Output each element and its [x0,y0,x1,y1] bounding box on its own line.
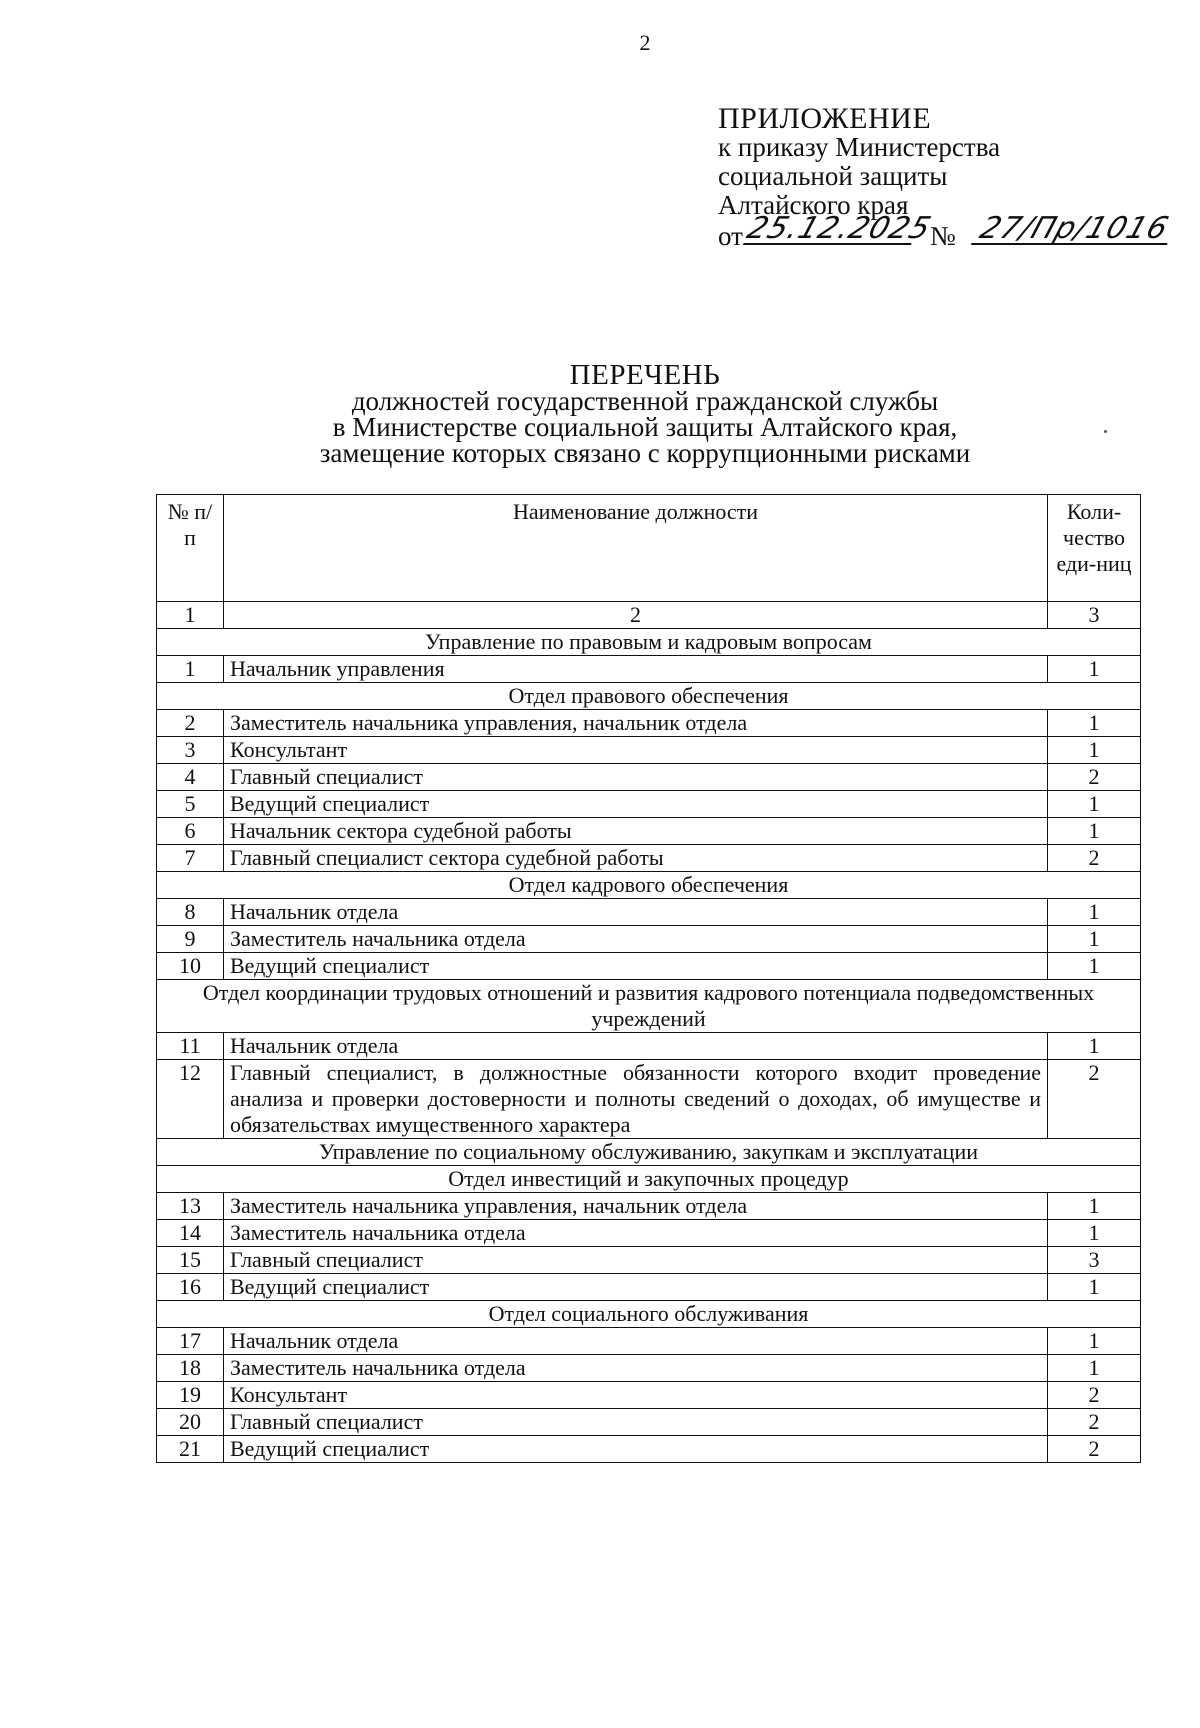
row-number: 5 [157,791,224,818]
table-row [157,1247,1141,1274]
table-row [157,1033,1141,1060]
table-row [157,899,1141,926]
section-title: Управление по социальному обслуживанию, закупкам и эксплуатации [157,1139,1141,1166]
appendix-block [718,102,1174,258]
position-name: Ведущий специалист [224,1274,1048,1301]
unit-count: 2 [1048,1060,1141,1139]
position-name: Главный специалист [224,1409,1048,1436]
unit-count: 1 [1048,737,1141,764]
section-row [157,1139,1141,1166]
unit-count: 2 [1048,1409,1141,1436]
order-reference [718,211,1174,258]
section-row [157,1301,1141,1328]
row-number: 4 [157,764,224,791]
table-row [157,1409,1141,1436]
position-name: Начальник отдела [224,1033,1048,1060]
scan-speck [1104,430,1107,433]
row-number: 6 [157,818,224,845]
row-number: 9 [157,926,224,953]
column-number: 2 [224,602,1048,629]
column-number: 1 [157,602,224,629]
section-row [157,629,1141,656]
position-name: Главный специалист сектора судебной работы [224,845,1048,872]
heading-line-2: в Министерстве социальной защиты Алтайского края, [332,412,958,442]
table-row [157,1328,1141,1355]
position-name: Заместитель начальника управления, начальник отдела [224,710,1048,737]
table-row [157,737,1141,764]
position-name: Заместитель начальника отдела [224,926,1048,953]
unit-count: 2 [1048,845,1141,872]
appendix-title: ПРИЛОЖЕНИЕ [718,102,932,135]
date-prefix: от [718,221,743,251]
row-number: 21 [157,1436,224,1463]
appendix-line-3: Алтайского края [718,190,909,220]
unit-count: 2 [1048,1436,1141,1463]
row-number: 12 [157,1060,224,1139]
unit-count: 1 [1048,1033,1141,1060]
appendix-line-2: социальной защиты [718,161,948,191]
header-number: № п/п [157,495,224,602]
unit-count: 2 [1048,764,1141,791]
position-name: Начальник управления [224,656,1048,683]
table-body [157,629,1141,1463]
row-number: 17 [157,1328,224,1355]
row-number: 1 [157,656,224,683]
row-number: 20 [157,1409,224,1436]
unit-count: 1 [1048,1355,1141,1382]
unit-count: 1 [1048,926,1141,953]
position-name: Консультант [224,1382,1048,1409]
table-row [157,1274,1141,1301]
position-name: Заместитель начальника отдела [224,1220,1048,1247]
unit-count: 1 [1048,1220,1141,1247]
row-number: 2 [157,710,224,737]
position-name: Ведущий специалист [224,791,1048,818]
table-row [157,1193,1141,1220]
position-name: Главный специалист, в должностные обязанности которого входит проведение анализа и проверки достоверности и полноты сведений о доходах, об имуществе и обязательствах имущественного характера [224,1060,1048,1139]
unit-count: 2 [1048,1382,1141,1409]
table-row [157,1382,1141,1409]
appendix-line-1: к приказу Министерства [718,132,1001,162]
table-row [157,1220,1141,1247]
section-row [157,872,1141,899]
section-title: Отдел инвестиций и закупочных процедур [157,1166,1141,1193]
positions-table [156,494,1141,1463]
table-row [157,953,1141,980]
row-number: 15 [157,1247,224,1274]
table-row [157,1436,1141,1463]
unit-count: 1 [1048,1193,1141,1220]
section-row [157,1166,1141,1193]
position-name: Консультант [224,737,1048,764]
row-number: 13 [157,1193,224,1220]
table-row [157,764,1141,791]
table-row [157,791,1141,818]
position-name: Заместитель начальника управления, начальник отдела [224,1193,1048,1220]
table-row [157,1355,1141,1382]
number-sign: № [930,221,956,251]
section-title: Отдел кадрового обеспечения [157,872,1141,899]
column-numbers-row [157,602,1141,629]
row-number: 19 [157,1382,224,1409]
row-number: 8 [157,899,224,926]
unit-count: 1 [1048,953,1141,980]
section-title: Отдел координации трудовых отношений и развития кадрового потенциала подведомственных учреждений [157,980,1141,1033]
table-header-row [157,495,1141,602]
unit-count: 1 [1048,791,1141,818]
table-row [157,710,1141,737]
unit-count: 1 [1048,1274,1141,1301]
position-name: Ведущий специалист [224,953,1048,980]
document-heading [0,359,1200,468]
row-number: 3 [157,737,224,764]
section-title: Отдел социального обслуживания [157,1301,1141,1328]
handwritten-order-number: 27/Пр/1016 [971,214,1177,245]
unit-count: 1 [1048,818,1141,845]
position-name: Начальник отдела [224,1328,1048,1355]
section-title: Управление по правовым и кадровым вопросам [157,629,1141,656]
position-name: Главный специалист [224,764,1048,791]
row-number: 16 [157,1274,224,1301]
table-row [157,926,1141,953]
position-name: Начальник отдела [224,899,1048,926]
row-number: 14 [157,1220,224,1247]
row-number: 10 [157,953,224,980]
position-name: Заместитель начальника отдела [224,1355,1048,1382]
table-row [157,656,1141,683]
unit-count: 1 [1048,1328,1141,1355]
unit-count: 3 [1048,1247,1141,1274]
header-position-name: Наименование должности [224,495,1048,602]
heading-title: ПЕРЕЧЕНЬ [569,359,721,391]
row-number: 11 [157,1033,224,1060]
position-name: Ведущий специалист [224,1436,1048,1463]
heading-line-3: замещение которых связано с коррупционными рисками [319,438,971,468]
position-name: Начальник сектора судебной работы [224,818,1048,845]
section-row [157,980,1141,1033]
table-row [157,818,1141,845]
row-number: 18 [157,1355,224,1382]
unit-count: 1 [1048,656,1141,683]
table-row [157,1060,1141,1139]
handwritten-date: 25.12.2025 [742,211,936,246]
section-row [157,683,1141,710]
unit-count: 1 [1048,710,1141,737]
header-unit-count: Коли-чество еди-ниц [1048,495,1141,602]
table-row [157,845,1141,872]
column-number: 3 [1048,602,1141,629]
page-number: 2 [639,30,651,55]
position-name: Главный специалист [224,1247,1048,1274]
section-title: Отдел правового обеспечения [157,683,1141,710]
heading-line-1: должностей государственной гражданской службы [351,386,939,416]
row-number: 7 [157,845,224,872]
unit-count: 1 [1048,899,1141,926]
